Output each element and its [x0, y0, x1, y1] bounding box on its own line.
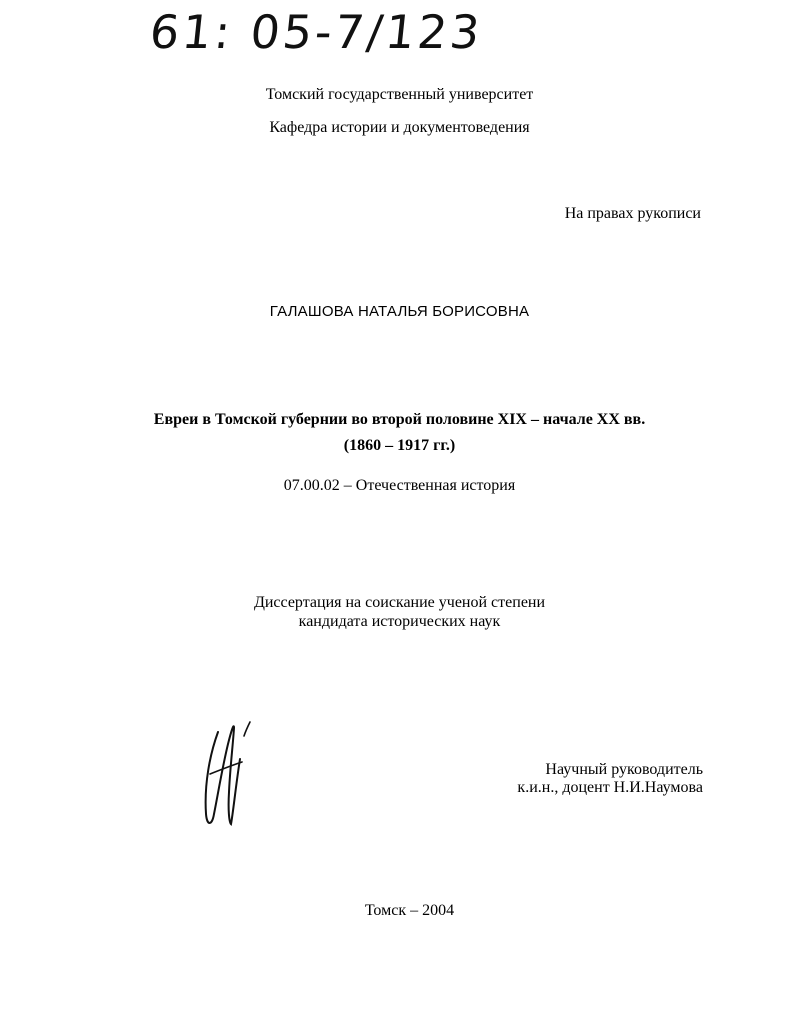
dissertation-title-line2: (1860 – 1917 гг.)	[343, 437, 456, 454]
dissertation-title-line1: Евреи в Томской губернии во второй половине XIX – начале XX вв.	[153, 411, 646, 428]
supervisor-name: к.и.н., доцент Н.И.Наумова	[517, 779, 703, 796]
dissertation-degree-line1: Диссертация на соискание ученой степени	[253, 594, 546, 611]
author-name: ГАЛАШОВА НАТАЛЬЯ БОРИСОВНА	[269, 303, 530, 320]
city-year: Томск – 2004	[364, 902, 455, 919]
handwritten-archive-number: 61: 05-7/123	[147, 5, 486, 59]
handwritten-signature-icon	[196, 714, 256, 832]
supervisor-label: Научный руководитель	[545, 761, 703, 778]
dissertation-degree-line2: кандидата исторических наук	[298, 613, 501, 630]
university-name: Томский государственный университет	[265, 86, 534, 103]
specialty-code: 07.00.02 – Отечественная история	[283, 477, 516, 494]
department-name: Кафедра истории и документоведения	[269, 119, 530, 136]
manuscript-note: На правах рукописи	[564, 205, 701, 222]
